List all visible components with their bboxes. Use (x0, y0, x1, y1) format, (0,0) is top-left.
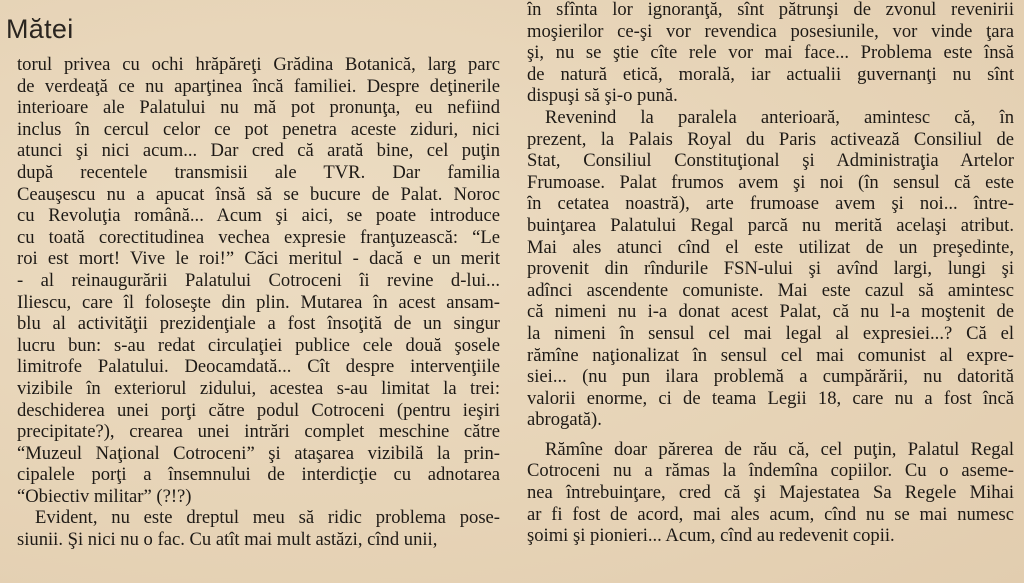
text-line: inclus în cercul celor ce pot penetra aceste ziduri, nici (17, 118, 500, 140)
text-line: în cetatea noastră), arte frumoase avem şi noi... între- (527, 193, 1014, 215)
text-line: - al reinaugurării Palatului Cotroceni îi revine d-lui... (17, 269, 500, 291)
text-line: nea întrebuinţare, cred că şi Majestatea Sa Regele Mihai (527, 482, 1014, 504)
paragraph (527, 0, 1014, 107)
text-line: limitrofe Palatului. Deocamdată... Cît despre intervenţiile (17, 356, 500, 378)
text-line: “Muzeul Naţional Cotroceni” şi ataşarea vizibilă la prin- (17, 442, 500, 464)
text-line: vizibile în exteriorul zidului, acestea s-au limitat la trei: (17, 377, 500, 399)
text-line: Revenind la paralela anterioară, amintesc că, în (545, 106, 1014, 128)
text-line: cu Revoluţia română... Acum şi aici, se poate introduce (17, 205, 500, 227)
text-line: atunci şi nici acum... Dar cred că arată bine, cel puţin (17, 140, 500, 162)
text-line: de natură etică, morală, iar actualii guvernanţi nu sînt (527, 63, 1014, 85)
text-line: torul privea cu ochi hrăpăreţi Grădina Botanică, larg parc (17, 54, 500, 75)
text-line: moşierilor ce-şi vor revendica posesiunile, vor vinde ţara (527, 20, 1014, 42)
text-line: buinţarea Palatului Regal parcă nu merită acelaşi atribut. (527, 214, 1014, 236)
text-line: Evident, nu este dreptul meu să ridic problema pose- (35, 507, 500, 529)
text-line: şoimi şi pionieri... Acum, cînd au redevenit copii. (527, 525, 895, 547)
text-line: “Obiectiv militar” (?!?) (17, 485, 192, 507)
text-line: adînci ascendente comuniste. Mai este cazul să amintesc (527, 279, 1014, 301)
text-line: Frumoase. Palat frumos avem şi noi (în sensul că este (527, 171, 1014, 193)
text-line: Mai ales atunci cînd el este utilizat de un preşedinte, (527, 236, 1014, 258)
text-line: abrogată). (527, 409, 602, 431)
text-line: în sfînta lor ignoranţă, sînt pătrunşi de zvonul revenirii (527, 0, 1014, 20)
text-line: de verdeaţă ce nu aparţinea încă familiei. Despre deţinerile (17, 75, 500, 97)
text-line: după recentele transmisii ale TVR. Dar familia (17, 161, 500, 183)
text-line: Iliescu, care îl foloseşte din plin. Mutarea în acest ansam- (17, 291, 500, 313)
text-line: valorii enorme, ci de teama Legii 18, care nu a fost încă (527, 387, 1014, 409)
right-column (527, 0, 1014, 547)
paragraph (17, 54, 500, 507)
paragraph (17, 507, 500, 550)
text-line: Stat, Consiliul Constituţional şi Administraţia Artelor (527, 150, 1014, 172)
paragraph (527, 439, 1014, 547)
text-line: lucru bun: s-au redat circulaţiei publice cele două şosele (17, 334, 500, 356)
paragraph-gap (527, 431, 1014, 439)
text-line: ar fi fost de acord, mai ales acum, cînd nu se mai numesc (527, 503, 1014, 525)
text-line: la nimeni în sensul cel mai legal al expresiei...? Că el (527, 322, 1014, 344)
text-line: provenit din rîndurile FSN-ului şi avînd largi, lungi şi (527, 258, 1014, 280)
text-line: interioare ale Palatului nu mă pot pronunţa, eu nefiind (17, 97, 500, 119)
text-line: cipalele porţi a însemnului de interdicţie cu adnotarea (17, 464, 500, 486)
text-line: roi est mort! Vive le roi!” Căci meritul - dacă e un merit (17, 248, 500, 270)
text-line: Rămîne doar părerea de rău că, cel puţin, Palatul Regal (545, 438, 1014, 460)
text-line: cu toată corectitudinea vechea expresie franţuzească: “Le (17, 226, 500, 248)
text-line: Cotroceni nu a rămas la îndemîna copiilor. Cu o aseme- (527, 460, 1014, 482)
text-line: siei... (nu pun ilara problemă a cumpărării, nu datorită (527, 366, 1014, 388)
author-name: Mătei (6, 14, 74, 44)
paragraph (527, 107, 1014, 431)
text-line: rămîne naţionalizat în sensul cel mai comunist al expre- (527, 344, 1014, 366)
text-line: blu al activităţii prezidenţiale a fost însoţită de un singur (17, 313, 500, 335)
text-line: şi, nu se ştie cîte rele vor mai face... Problema este însă (527, 42, 1014, 64)
left-column (17, 54, 500, 551)
text-line: că nimeni nu i-a donat acest Palat, că nu l-a moştenit de (527, 301, 1014, 323)
text-line: prezent, la Palais Royal du Paris activează Consiliul de (527, 128, 1014, 150)
text-line: precipitate?), crearea unei intrări complet meschine către (17, 421, 500, 443)
text-line: siunii. Şi nici nu o fac. Cu atît mai mult astăzi, cînd unii, (17, 529, 438, 551)
text-line: dispuşi să şi-o pună. (527, 85, 678, 107)
text-line: Ceauşescu nu a apucat însă să se bucure de Palat. Noroc (17, 183, 500, 205)
text-line: deschiderea unei porţi către podul Cotroceni (pentru ieşiri (17, 399, 500, 421)
